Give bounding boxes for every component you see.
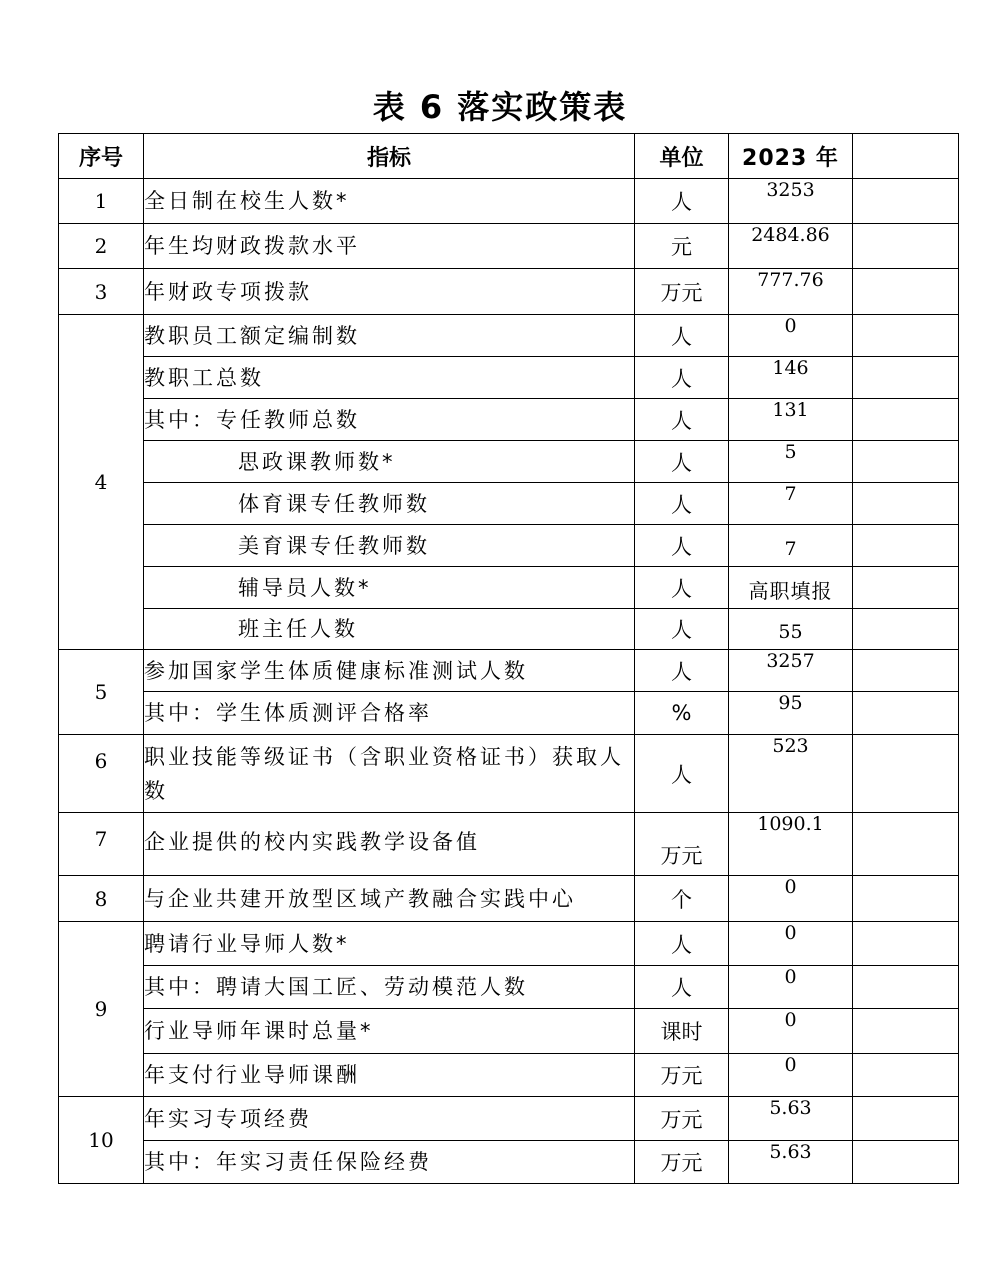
row-seq: 9: [59, 922, 144, 1097]
row-value: 5.63: [729, 1097, 853, 1141]
table-row: [59, 567, 959, 609]
row-indicator: 年财政专项拨款: [144, 269, 635, 315]
table-row: [59, 525, 959, 567]
header-year: 2023 年: [729, 134, 853, 179]
table-row: [59, 876, 959, 922]
row-blank-cell: [853, 1054, 959, 1097]
table-row: [59, 399, 959, 441]
table-row: [59, 609, 959, 650]
row-indicator: 参加国家学生体质健康标准测试人数: [144, 650, 635, 692]
row-blank-cell: [853, 357, 959, 399]
row-value: 0: [729, 922, 853, 966]
row-blank-cell: [853, 609, 959, 650]
row-seq: 6: [59, 735, 144, 813]
table-row: [59, 922, 959, 966]
row-indicator: 其中：学生体质测评合格率: [144, 692, 635, 735]
row-seq: 2: [59, 224, 144, 269]
row-unit: 人: [635, 735, 729, 813]
row-indicator: 教职员工额定编制数: [144, 315, 635, 357]
table-row: [59, 1054, 959, 1097]
row-blank-cell: [853, 735, 959, 813]
row-unit: 元: [635, 224, 729, 269]
row-blank-cell: [853, 1097, 959, 1141]
row-blank-cell: [853, 441, 959, 483]
row-value: 1090.1: [729, 813, 853, 876]
row-value: 0: [729, 315, 853, 357]
row-seq: 7: [59, 813, 144, 876]
row-indicator: 其中：年实习责任保险经费: [144, 1141, 635, 1184]
row-indicator: 与企业共建开放型区域产教融合实践中心: [144, 876, 635, 922]
row-unit: 万元: [635, 269, 729, 315]
row-value: 146: [729, 357, 853, 399]
row-blank-cell: [853, 966, 959, 1009]
row-value: 高职填报: [729, 567, 853, 609]
row-unit: 人: [635, 357, 729, 399]
policy-table: [58, 133, 959, 1184]
row-value: 131: [729, 399, 853, 441]
row-blank-cell: [853, 483, 959, 525]
row-value: 0: [729, 1054, 853, 1097]
row-value: 3257: [729, 650, 853, 692]
row-indicator: 企业提供的校内实践教学设备值: [144, 813, 635, 876]
row-indicator: 思政课教师数*: [144, 441, 635, 483]
row-seq: 8: [59, 876, 144, 922]
row-blank-cell: [853, 224, 959, 269]
row-unit: 人: [635, 441, 729, 483]
row-unit: %: [635, 692, 729, 735]
header-unit: 单位: [635, 134, 729, 179]
header-indicator: 指标: [144, 134, 635, 179]
row-seq: 5: [59, 650, 144, 735]
header-blank: [853, 134, 959, 179]
row-unit: 万元: [635, 1097, 729, 1141]
row-blank-cell: [853, 179, 959, 224]
row-indicator: 班主任人数: [144, 609, 635, 650]
row-seq: 10: [59, 1097, 144, 1184]
row-value: 5: [729, 441, 853, 483]
row-unit: 万元: [635, 813, 729, 876]
row-value: 3253: [729, 179, 853, 224]
table-title: 表 6 落实政策表: [372, 88, 628, 126]
row-seq: 1: [59, 179, 144, 224]
row-value: 0: [729, 876, 853, 922]
row-blank-cell: [853, 525, 959, 567]
table-row: [59, 224, 959, 269]
row-blank-cell: [853, 692, 959, 735]
row-unit: 人: [635, 650, 729, 692]
row-indicator: 其中：专任教师总数: [144, 399, 635, 441]
row-indicator: 其中：聘请大国工匠、劳动模范人数: [144, 966, 635, 1009]
table-row: [59, 483, 959, 525]
row-indicator: 职业技能等级证书（含职业资格证书）获取人数: [144, 735, 635, 813]
row-unit: 个: [635, 876, 729, 922]
row-indicator: 教职工总数: [144, 357, 635, 399]
row-value: 5.63: [729, 1141, 853, 1184]
row-unit: 万元: [635, 1141, 729, 1184]
table-row: [59, 357, 959, 399]
table-row: [59, 1097, 959, 1141]
row-value: 0: [729, 966, 853, 1009]
table-row: [59, 441, 959, 483]
row-value: 0: [729, 1009, 853, 1054]
table-row: [59, 692, 959, 735]
row-unit: 人: [635, 483, 729, 525]
table-row: [59, 269, 959, 315]
row-blank-cell: [853, 315, 959, 357]
row-value: 7: [729, 525, 853, 567]
row-seq: 3: [59, 269, 144, 315]
row-unit: 人: [635, 525, 729, 567]
row-indicator: 美育课专任教师数: [144, 525, 635, 567]
row-blank-cell: [853, 399, 959, 441]
row-indicator: 辅导员人数*: [144, 567, 635, 609]
row-value: 7: [729, 483, 853, 525]
row-blank-cell: [853, 922, 959, 966]
row-blank-cell: [853, 876, 959, 922]
row-indicator: 全日制在校生人数*: [144, 179, 635, 224]
row-seq: 4: [59, 315, 144, 650]
row-indicator: 行业导师年课时总量*: [144, 1009, 635, 1054]
row-indicator: 年实习专项经费: [144, 1097, 635, 1141]
row-indicator: 体育课专任教师数: [144, 483, 635, 525]
table-row: [59, 1141, 959, 1184]
table-row: [59, 179, 959, 224]
table-row: [59, 966, 959, 1009]
row-value: 523: [729, 735, 853, 813]
row-unit: 人: [635, 179, 729, 224]
row-value: 2484.86: [729, 224, 853, 269]
row-indicator: 年支付行业导师课酬: [144, 1054, 635, 1097]
row-unit: 人: [635, 966, 729, 1009]
table-row: [59, 735, 959, 813]
row-value: 55: [729, 609, 853, 650]
row-blank-cell: [853, 567, 959, 609]
table-row: [59, 650, 959, 692]
row-unit: 人: [635, 399, 729, 441]
row-blank-cell: [853, 650, 959, 692]
row-unit: 万元: [635, 1054, 729, 1097]
row-value: 95: [729, 692, 853, 735]
table-row: [59, 315, 959, 357]
row-unit: 人: [635, 922, 729, 966]
row-unit: 人: [635, 567, 729, 609]
row-value: 777.76: [729, 269, 853, 315]
header-row: [59, 134, 959, 179]
row-blank-cell: [853, 1009, 959, 1054]
row-blank-cell: [853, 269, 959, 315]
table-row: [59, 1009, 959, 1054]
row-indicator: 聘请行业导师人数*: [144, 922, 635, 966]
header-seq: 序号: [59, 134, 144, 179]
row-unit: 课时: [635, 1009, 729, 1054]
row-blank-cell: [853, 1141, 959, 1184]
row-blank-cell: [853, 813, 959, 876]
table-row: [59, 813, 959, 876]
row-indicator: 年生均财政拨款水平: [144, 224, 635, 269]
row-unit: 人: [635, 609, 729, 650]
row-unit: 人: [635, 315, 729, 357]
